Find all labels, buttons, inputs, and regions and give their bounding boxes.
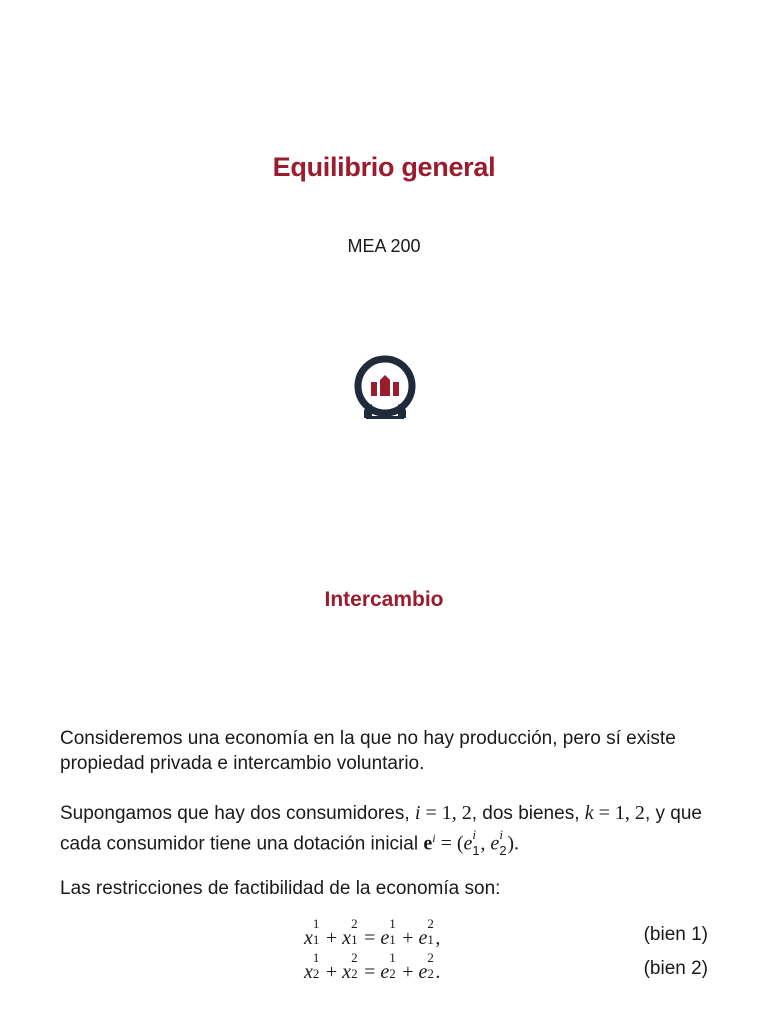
equation-good-1: x 1 1 + x 2 1 = e 1 1 + e 2 1 , bbox=[304, 916, 441, 949]
equation-label-good-2: (bien 2) bbox=[643, 958, 708, 979]
page-title: Equilibrio general bbox=[272, 152, 496, 182]
paragraph-intro: Consideremos una economía en la que no hay producción, pero sí existe propiedad privada e intercambio voluntario. bbox=[60, 728, 676, 774]
equation-label-good-1: (bien 1) bbox=[643, 924, 708, 945]
paragraph-assumptions: Supongamos que hay dos consumidores, i = 1, 2, dos bienes, k = 1, 2, y que cada consumidor tiene una dotación inicial $e^i = (e$ i 1 , e i 2 ). bbox=[60, 802, 702, 859]
university-seal-icon bbox=[352, 352, 418, 424]
equation-good-2: x 1 2 + x 2 2 = e 1 2 + e 2 2 . bbox=[304, 950, 441, 983]
section-title: Intercambio bbox=[324, 588, 444, 611]
course-code: MEA 200 bbox=[347, 236, 421, 256]
paragraph-constraints: Las restricciones de factibilidad de la economía son: bbox=[60, 878, 501, 899]
